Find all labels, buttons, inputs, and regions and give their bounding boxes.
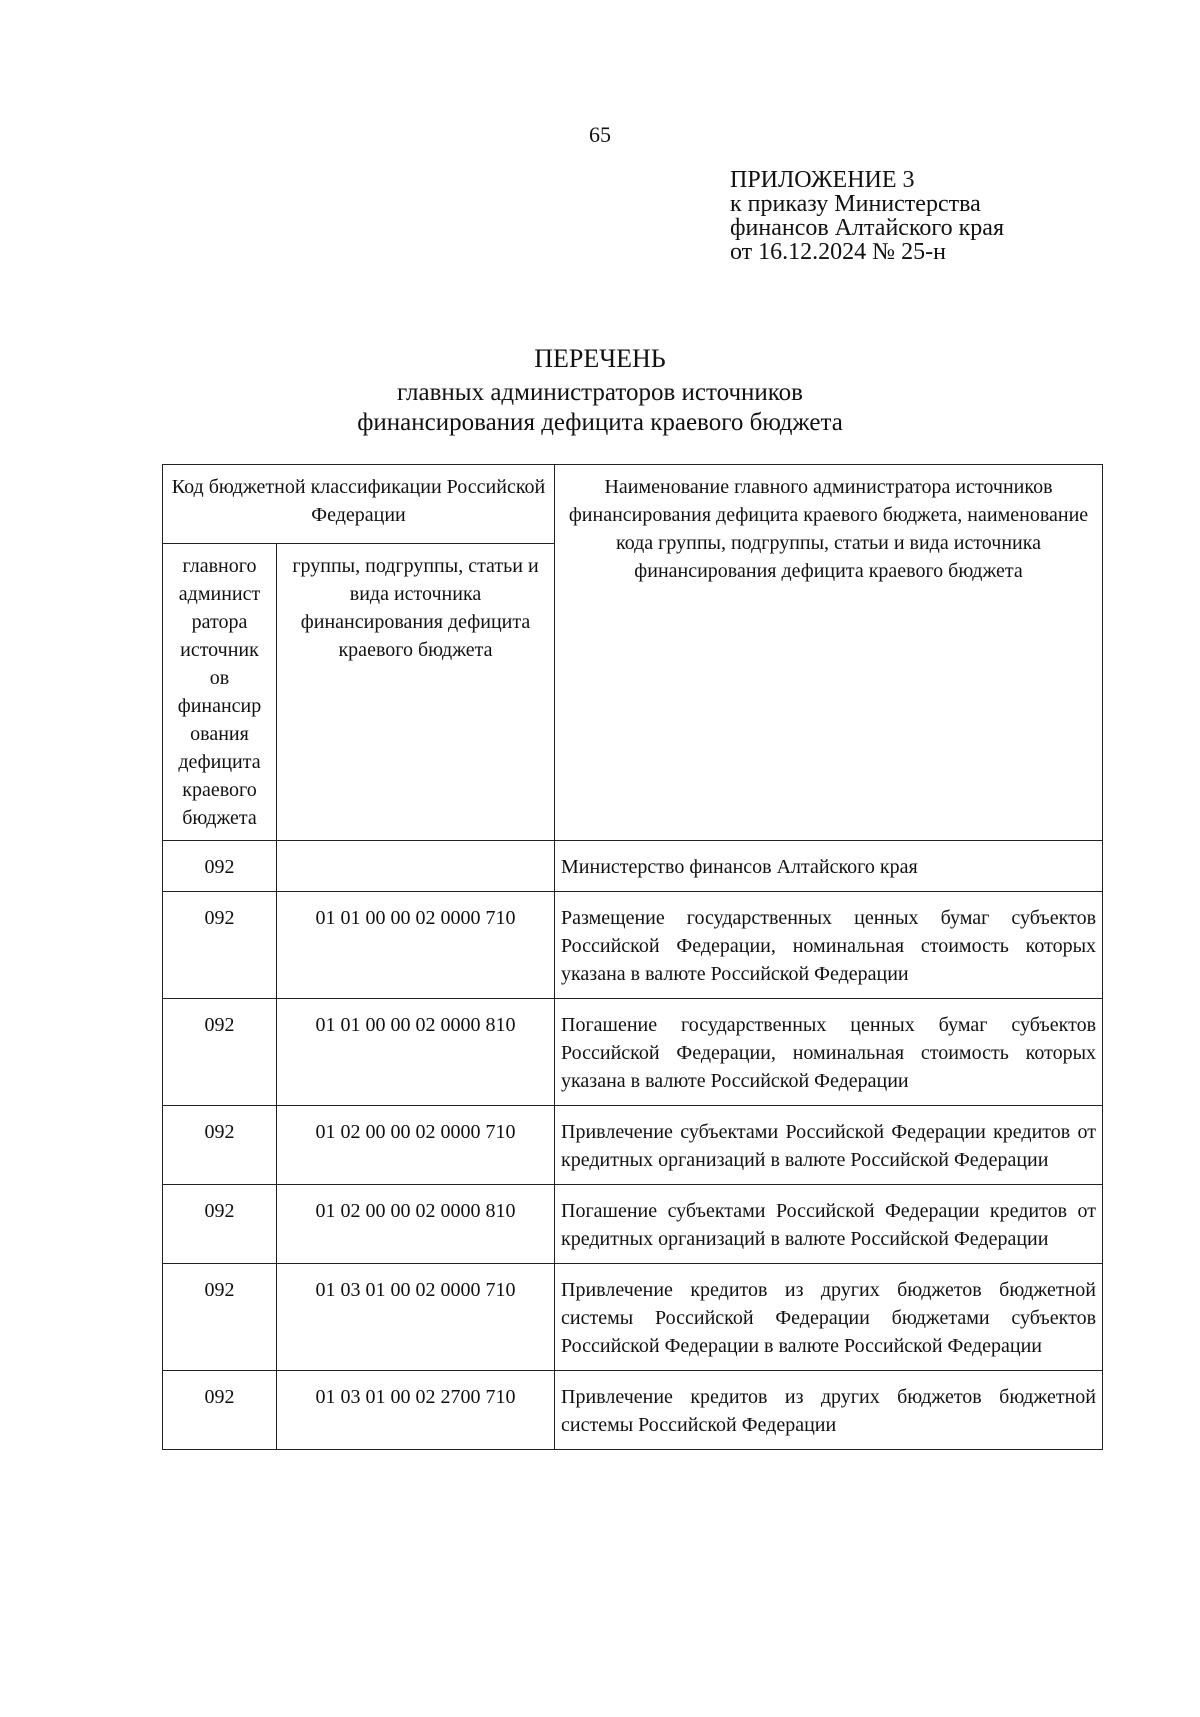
table-row (163, 1371, 1103, 1450)
page-number: 65 (589, 122, 611, 147)
source-code-cell: 01 02 00 00 02 0000 710 (277, 1106, 555, 1185)
title-line-2: главных администраторов источников (397, 379, 803, 406)
admin-code-cell: 092 (163, 1106, 277, 1185)
admin-code-cell: 092 (163, 1264, 277, 1371)
table-row (163, 1185, 1103, 1264)
document-title (0, 344, 1200, 438)
table-row (163, 1264, 1103, 1371)
table-row (163, 1106, 1103, 1185)
source-name-cell: Министерство финансов Алтайского края (555, 841, 1103, 892)
appendix-order-line: к приказу Министерства (730, 191, 981, 217)
source-name-cell: Погашение субъектами Российской Федерации кредитов от кредитных организаций в валюте Российской Федерации (555, 1185, 1103, 1264)
source-name-cell: Привлечение кредитов из других бюджетов бюджетной системы Российской Федерации (555, 1371, 1103, 1450)
table-row (163, 841, 1103, 892)
source-name-cell: Погашение государственных ценных бумаг субъектов Российской Федерации, номинальная стоимость которых указана в валюте Российской Федерации (555, 999, 1103, 1106)
header-classification-code: Код бюджетной классификации Российской Федерации (163, 465, 555, 544)
title-line-3: финансирования дефицита краевого бюджета (357, 409, 843, 436)
header-source-code: группы, подгруппы, статьи и вида источника финансирования дефицита краевого бюджета (277, 544, 555, 841)
admin-code-cell: 092 (163, 1185, 277, 1264)
appendix-block (730, 168, 1150, 264)
source-code-cell (277, 841, 555, 892)
sources-table (162, 464, 1103, 1450)
header-administrator-name: Наименование главного администратора источников финансирования дефицита краевого бюджета, наименование кода группы, подгруппы, статьи и вида источника финансирования дефицита краевого бюджета (555, 465, 1103, 841)
source-code-cell: 01 01 00 00 02 0000 810 (277, 999, 555, 1106)
source-code-cell: 01 03 01 00 02 2700 710 (277, 1371, 555, 1450)
table-row (163, 892, 1103, 999)
source-name-cell: Привлечение субъектами Российской Федерации кредитов от кредитных организаций в валюте Российской Федерации (555, 1106, 1103, 1185)
title-main: ПЕРЕЧЕНЬ (534, 344, 666, 373)
appendix-title: ПРИЛОЖЕНИЕ 3 (730, 167, 915, 193)
admin-code-cell: 092 (163, 999, 277, 1106)
source-code-cell: 01 03 01 00 02 0000 710 (277, 1264, 555, 1371)
admin-code-cell: 092 (163, 892, 277, 999)
table-row (163, 999, 1103, 1106)
source-name-cell: Размещение государственных ценных бумаг субъектов Российской Федерации, номинальная стоимость которых указана в валюте Российской Федерации (555, 892, 1103, 999)
header-admin-code: главного админист ратора источник ов финансир ования дефицита краевого бюджета (163, 544, 277, 841)
header-row-1 (163, 465, 1103, 544)
source-name-cell: Привлечение кредитов из других бюджетов бюджетной системы Российской Федерации бюджетами субъектов Российской Федерации в валюте Российской Федерации (555, 1264, 1103, 1371)
appendix-ministry-line: финансов Алтайского края (730, 215, 1004, 241)
source-code-cell: 01 02 00 00 02 0000 810 (277, 1185, 555, 1264)
admin-code-cell: 092 (163, 841, 277, 892)
admin-code-cell: 092 (163, 1371, 277, 1450)
appendix-date-line: от 16.12.2024 № 25-н (730, 239, 946, 265)
source-code-cell: 01 01 00 00 02 0000 710 (277, 892, 555, 999)
